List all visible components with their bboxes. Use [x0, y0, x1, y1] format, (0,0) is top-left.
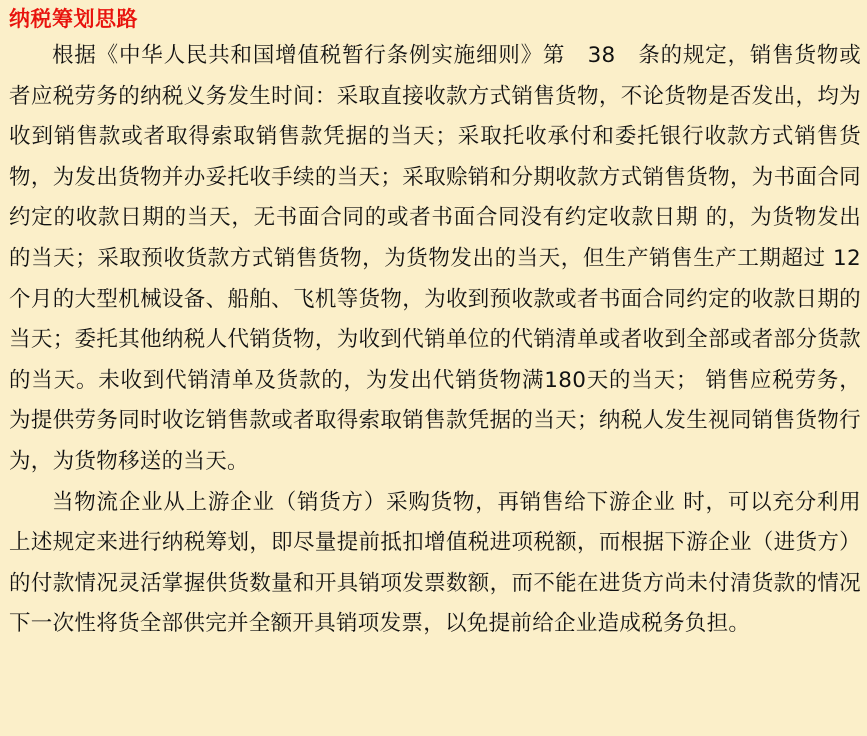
paragraph-tax-obligation-timing: 根据《中华人民共和国增值税暂行条例实施细则》第 38 条的规定，销售货物或者应税劳务的纳税义务发生时间：采取直接收款方式销售货物，不论货物是否发出，均为收到销售款或者取得索取销售款凭据的当天；采取托收承付和委托银行收款方式销售货物，为发出货物并办妥托收手续的当天；采取赊销和分期收款方式销售货物，为书面合同约定的收款日期的当天，无书面合同的或者书面合同没有约定收款日期 的，为货物发出的当天；采取预收货款方式销售货物，为货物发出的当天，但生产销售生产工期超过 12 个月的大型机械设备、船舶、飞机等货物，为收到预收款或者书面合同约定的收款日期的当天；委托其他纳税人代销货物，为收到代销单位的代销清单或者收到全部或者部分货款的当天。未收到代销清单及货款的，为发出代销货物满180天的当天； 销售应税劳务，为提供劳务同时收讫销售款或者取得索取销售款凭据的当天；纳税人发生视同销售货物行为，为货物移送的当天。 [9, 43, 861, 474]
paragraph-logistics-strategy: 当物流企业从上游企业（销货方）采购货物，再销售给下游企业 时，可以充分利用上述规定来进行纳税筹划，即尽量提前抵扣增值税进项税额，而根据下游企业（进货方）的付款情况灵活掌握供货数量和开具销项发票数额，而不能在进货方尚未付清货款的情况下一次性将货全部供完并全额开具销项发票，以免提前给企业造成税务负担。 [9, 489, 861, 637]
section-title: 纳税筹划思路 [9, 7, 138, 31]
